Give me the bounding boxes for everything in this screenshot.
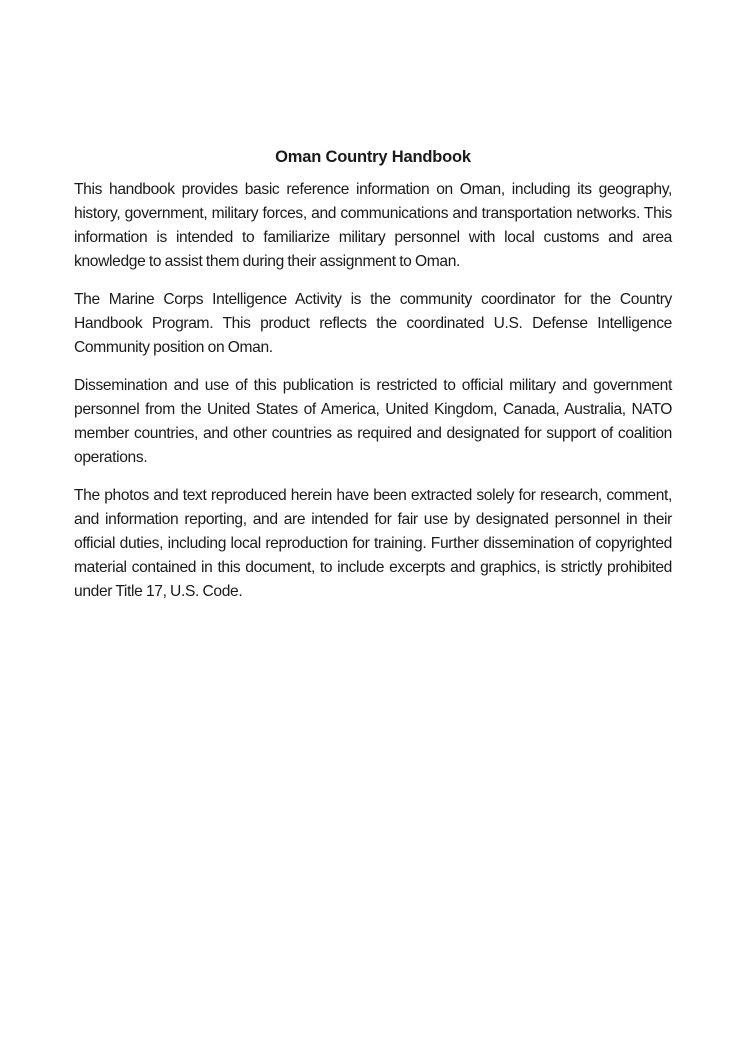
copyright-paragraph: The photos and text reproduced herein have been extracted solely for research, comment, and information reporting, and are intended for fair use by designated personnel in their official duties, including local reproduction for training. Further dissemination of copyrighted material contained in this document, to include excerpts and graphics, is strictly prohibited under Title 17, U.S. Code. [74,487,672,600]
page-title: Oman Country Handbook [275,148,471,166]
intro-paragraph: This handbook provides basic reference information on Oman, including its geography, history, government, military forces, and communications and transportation networks. This information is intended to familiarize military personnel with local customs and area knowledge to assist them during their assignment to Oman. [74,181,672,270]
dissemination-paragraph: Dissemination and use of this publication is restricted to official military and government personnel from the United States of America, United Kingdom, Canada, Australia, NATO member countries, and other countries as required and designated for support of coalition operations. [74,377,672,466]
document-body [74,146,672,618]
coordinator-paragraph: The Marine Corps Intelligence Activity is the community coordinator for the Country Handbook Program. This product reflects the coordinated U.S. Defense Intelligence Community position on Oman. [74,291,672,356]
